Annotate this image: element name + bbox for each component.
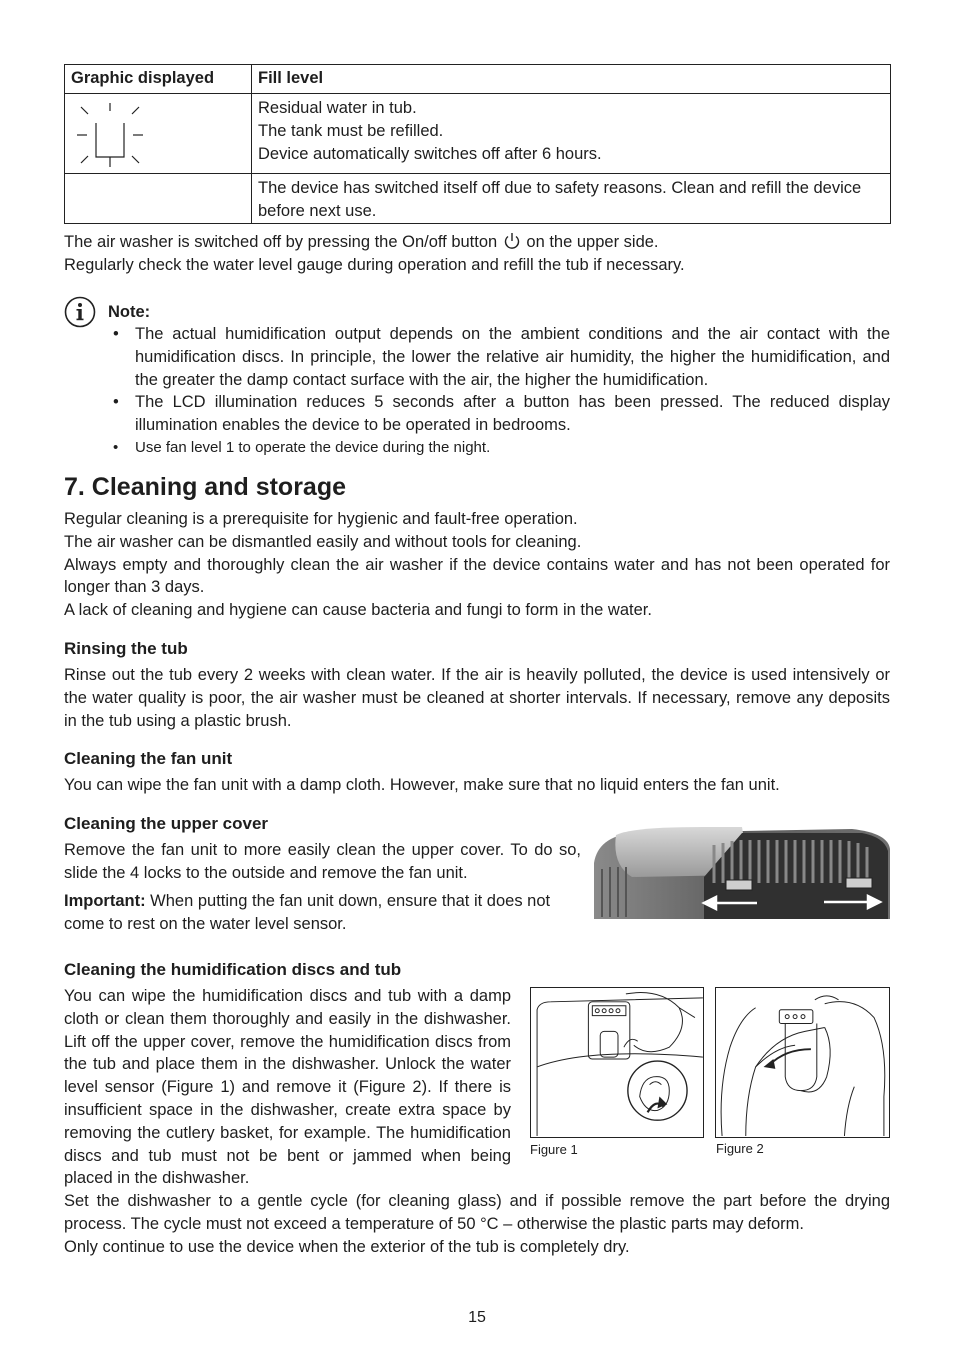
table-cell-fill-level xyxy=(252,94,890,173)
fill-level-table xyxy=(64,64,891,224)
fan-unit-heading: Cleaning the fan unit xyxy=(64,749,233,768)
section-intro-line: Always empty and thoroughly clean the air washer if the device contains water and has not been operated for longer than 3 days. xyxy=(64,555,890,597)
table-header-fill-level: Fill level xyxy=(258,69,324,87)
table-header-graphic: Graphic displayed xyxy=(65,65,252,93)
intro-line: The air washer is switched off by pressing the On/off button on the upper side. xyxy=(64,233,659,251)
table-cell-fill-level: The device has switched itself off due to safety reasons. Clean and refill the device before next use. xyxy=(258,179,862,220)
discs-outro-line: Set the dishwasher to a gentle cycle (for cleaning glass) and if possible remove the part before the drying process. The cycle must not exceed a temperature of 50 °C – otherwise the plastic parts may deform. xyxy=(64,1192,890,1233)
table-row xyxy=(65,173,890,223)
intro-line: Regularly check the water level gauge during operation and refill the tub if necessary. xyxy=(64,255,685,274)
figure-1-caption: Figure 1 xyxy=(530,1142,578,1157)
rinsing-text: Rinse out the tub every 2 weeks with clean water. If the air is heavily polluted, the device is used intensively or the water quality is poor, the air washer must be cleaned at shorter intervals. If necessary, remove any deposits in the tub using a plastic brush. xyxy=(64,666,890,730)
upper-cover-text: Remove the fan unit to more easily clean the upper cover. To do so, slide the 4 locks to the outside and remove the fan unit. xyxy=(64,841,581,882)
upper-cover-heading: Cleaning the upper cover xyxy=(64,814,269,833)
figure-2-caption: Figure 2 xyxy=(716,1141,764,1156)
discs-text: You can wipe the humidification discs and tub with a damp cloth or clean them thoroughly and easily in the dishwasher. Lift off the upper cover, remove the humidification discs from the tub and place them in the dishwasher. Unlock the water level sensor (Figure 1) and remove it (Figure 2). If there is insufficient space in the dishwasher, create extra space by removing the cutlery basket, for example. The humidification discs and tub must not be bent or jammed when being placed in the dishwasher. xyxy=(64,987,511,1188)
page-number: 15 xyxy=(468,1309,486,1326)
note-title: Note: xyxy=(108,302,151,321)
fill-level-line: The tank must be refilled. xyxy=(258,121,444,140)
important-text: When putting the fan unit down, ensure that it does not come to rest on the water level sensor. xyxy=(64,892,551,933)
discs-heading: Cleaning the humidification discs and tub xyxy=(64,960,402,979)
section-intro-line: A lack of cleaning and hygiene can cause bacteria and fungi to form in the water. xyxy=(64,601,652,620)
figure-2-image xyxy=(715,987,890,1138)
figure-1-image xyxy=(530,987,704,1138)
list-item: • Use fan level 1 to operate the device during the night. xyxy=(113,437,890,460)
info-icon xyxy=(64,296,96,328)
power-icon xyxy=(503,232,521,250)
important-label: Important: xyxy=(64,892,146,910)
note-list xyxy=(113,323,890,460)
section-intro-line: Regular cleaning is a prerequisite for hygienic and fault-free operation. xyxy=(64,510,578,528)
table-header-row xyxy=(65,65,890,93)
intro-paragraph xyxy=(64,231,890,277)
section-intro xyxy=(64,508,890,622)
fill-level-line: Residual water in tub. xyxy=(258,99,417,117)
discs-outro-line: Only continue to use the device when the exterior of the tub is completely dry. xyxy=(64,1237,630,1256)
upper-cover-important xyxy=(64,890,581,936)
table-cell-graphic-empty xyxy=(65,174,252,223)
fan-unit-text: You can wipe the fan unit with a damp cloth. However, make sure that no liquid enters the fan unit. xyxy=(64,776,780,794)
list-item: • The actual humidification output depends on the ambient conditions and the air contact with the humidification discs. In principle, the lower the relative air humidity, the higher the humidification, and the greater the damp contact surface with the air, the higher the humidification. xyxy=(113,323,890,391)
discs-outro xyxy=(64,1190,890,1258)
table-cell-graphic xyxy=(65,94,252,173)
section-title: 7. Cleaning and storage xyxy=(64,473,347,501)
section-intro-line: The air washer can be dismantled easily and without tools for cleaning. xyxy=(64,532,582,551)
table-row xyxy=(65,93,890,173)
rinsing-heading: Rinsing the tub xyxy=(64,639,188,658)
list-item: • The LCD illumination reduces 5 seconds after a button has been pressed. The reduced display illumination enables the device to be operated in bedrooms. xyxy=(113,391,890,437)
device-locks-image xyxy=(592,825,890,919)
fill-level-line: Device automatically switches off after 6 hours. xyxy=(258,144,602,163)
tank-blinking-icon xyxy=(71,99,151,169)
